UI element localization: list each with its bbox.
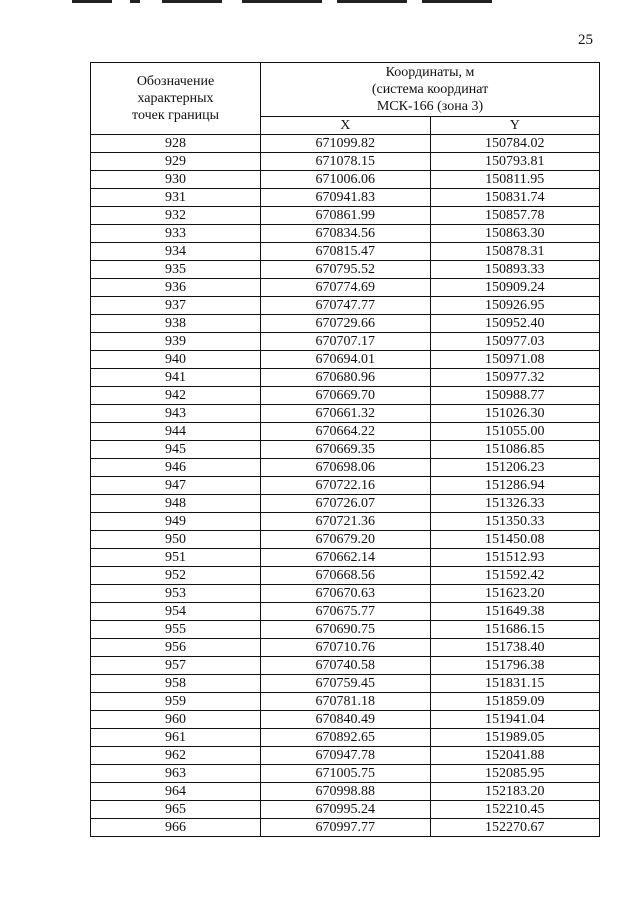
page-number: 25	[578, 32, 593, 48]
point-id-cell: 964	[91, 783, 261, 801]
y-coordinate-cell: 151623.20	[430, 585, 600, 603]
y-coordinate-cell: 152183.20	[430, 783, 600, 801]
table-row	[91, 711, 600, 729]
x-coordinate-cell: 671099.82	[261, 135, 431, 153]
y-coordinate-cell: 150952.40	[430, 315, 600, 333]
point-id-cell: 932	[91, 207, 261, 225]
y-coordinate-cell: 150857.78	[430, 207, 600, 225]
table-row	[91, 261, 600, 279]
table-row	[91, 351, 600, 369]
y-coordinate-cell: 151686.15	[430, 621, 600, 639]
point-id-cell: 965	[91, 801, 261, 819]
y-coordinate-cell: 151989.05	[430, 729, 600, 747]
y-coordinate-cell: 151286.94	[430, 477, 600, 495]
point-id-cell: 935	[91, 261, 261, 279]
x-coordinate-cell: 670698.06	[261, 459, 431, 477]
point-id-cell: 943	[91, 405, 261, 423]
x-coordinate-cell: 670815.47	[261, 243, 431, 261]
table-row	[91, 675, 600, 693]
table-row	[91, 567, 600, 585]
y-coordinate-cell: 151206.23	[430, 459, 600, 477]
y-coordinate-cell: 151512.93	[430, 549, 600, 567]
header-x: X	[261, 117, 431, 135]
table-row	[91, 441, 600, 459]
point-id-cell: 952	[91, 567, 261, 585]
x-coordinate-cell: 671006.06	[261, 171, 431, 189]
table-row	[91, 279, 600, 297]
table-row	[91, 729, 600, 747]
header-coords-line: (система координат	[371, 82, 489, 97]
header-coords-line: МСК-166 (зона 3)	[376, 99, 484, 114]
y-coordinate-cell: 151350.33	[430, 513, 600, 531]
point-id-cell: 959	[91, 693, 261, 711]
point-id-cell: 963	[91, 765, 261, 783]
point-id-cell: 962	[91, 747, 261, 765]
point-id-cell: 937	[91, 297, 261, 315]
x-coordinate-cell: 670721.36	[261, 513, 431, 531]
y-coordinate-cell: 150784.02	[430, 135, 600, 153]
y-coordinate-cell: 150977.32	[430, 369, 600, 387]
table-row	[91, 495, 600, 513]
table-row	[91, 405, 600, 423]
x-coordinate-cell: 670781.18	[261, 693, 431, 711]
x-coordinate-cell: 670669.70	[261, 387, 431, 405]
y-coordinate-cell: 150988.77	[430, 387, 600, 405]
y-coordinate-cell: 152041.88	[430, 747, 600, 765]
x-coordinate-cell: 670997.77	[261, 819, 431, 837]
x-coordinate-cell: 670834.56	[261, 225, 431, 243]
y-coordinate-cell: 150878.31	[430, 243, 600, 261]
x-coordinate-cell: 670774.69	[261, 279, 431, 297]
y-coordinate-cell: 150971.08	[430, 351, 600, 369]
x-coordinate-cell: 670679.20	[261, 531, 431, 549]
point-id-cell: 941	[91, 369, 261, 387]
point-id-cell: 950	[91, 531, 261, 549]
y-coordinate-cell: 151831.15	[430, 675, 600, 693]
header-y: Y	[430, 117, 600, 135]
point-id-cell: 933	[91, 225, 261, 243]
table-row	[91, 657, 600, 675]
y-coordinate-cell: 151796.38	[430, 657, 600, 675]
x-coordinate-cell: 670694.01	[261, 351, 431, 369]
y-coordinate-cell: 150793.81	[430, 153, 600, 171]
y-coordinate-cell: 152085.95	[430, 765, 600, 783]
x-coordinate-cell: 670690.75	[261, 621, 431, 639]
point-id-cell: 939	[91, 333, 261, 351]
y-coordinate-cell: 150831.74	[430, 189, 600, 207]
point-id-cell: 945	[91, 441, 261, 459]
x-coordinate-cell: 670941.83	[261, 189, 431, 207]
y-coordinate-cell: 151055.00	[430, 423, 600, 441]
x-coordinate-cell: 670795.52	[261, 261, 431, 279]
x-coordinate-cell: 670662.14	[261, 549, 431, 567]
header-point-designation	[91, 63, 261, 135]
x-coordinate-cell: 670669.35	[261, 441, 431, 459]
x-coordinate-cell: 670840.49	[261, 711, 431, 729]
x-coordinate-cell: 670670.63	[261, 585, 431, 603]
x-coordinate-cell: 670707.17	[261, 333, 431, 351]
table-row	[91, 477, 600, 495]
point-id-cell: 955	[91, 621, 261, 639]
table-row	[91, 189, 600, 207]
x-coordinate-cell: 670668.56	[261, 567, 431, 585]
y-coordinate-cell: 151026.30	[430, 405, 600, 423]
table-row	[91, 135, 600, 153]
table-row	[91, 207, 600, 225]
point-id-cell: 930	[91, 171, 261, 189]
table-row	[91, 459, 600, 477]
y-coordinate-cell: 151859.09	[430, 693, 600, 711]
y-coordinate-cell: 150863.30	[430, 225, 600, 243]
header-point-line: характерных	[137, 91, 214, 106]
table-row	[91, 621, 600, 639]
point-id-cell: 954	[91, 603, 261, 621]
x-coordinate-cell: 670664.22	[261, 423, 431, 441]
x-coordinate-cell: 670747.77	[261, 297, 431, 315]
table-row	[91, 693, 600, 711]
x-coordinate-cell: 670675.77	[261, 603, 431, 621]
table-row	[91, 387, 600, 405]
point-id-cell: 949	[91, 513, 261, 531]
point-id-cell: 936	[91, 279, 261, 297]
x-coordinate-cell: 670892.65	[261, 729, 431, 747]
x-coordinate-cell: 670726.07	[261, 495, 431, 513]
y-coordinate-cell: 151326.33	[430, 495, 600, 513]
point-id-cell: 946	[91, 459, 261, 477]
point-id-cell: 931	[91, 189, 261, 207]
x-coordinate-cell: 670661.32	[261, 405, 431, 423]
point-id-cell: 953	[91, 585, 261, 603]
point-id-cell: 928	[91, 135, 261, 153]
y-coordinate-cell: 152210.45	[430, 801, 600, 819]
y-coordinate-cell: 151941.04	[430, 711, 600, 729]
x-coordinate-cell: 670710.76	[261, 639, 431, 657]
x-coordinate-cell: 670759.45	[261, 675, 431, 693]
table-body	[91, 135, 600, 837]
x-coordinate-cell: 670729.66	[261, 315, 431, 333]
point-id-cell: 944	[91, 423, 261, 441]
table-row	[91, 765, 600, 783]
table-row	[91, 225, 600, 243]
header-coords-line: Координаты, м	[385, 65, 475, 80]
point-id-cell: 966	[91, 819, 261, 837]
x-coordinate-cell: 670998.88	[261, 783, 431, 801]
x-coordinate-cell: 670947.78	[261, 747, 431, 765]
y-coordinate-cell: 151649.38	[430, 603, 600, 621]
table-row	[91, 315, 600, 333]
table-row	[91, 585, 600, 603]
table-row	[91, 153, 600, 171]
point-id-cell: 958	[91, 675, 261, 693]
y-coordinate-cell: 151086.85	[430, 441, 600, 459]
x-coordinate-cell: 670722.16	[261, 477, 431, 495]
x-coordinate-cell: 671005.75	[261, 765, 431, 783]
point-id-cell: 951	[91, 549, 261, 567]
table-row	[91, 297, 600, 315]
y-coordinate-cell: 150977.03	[430, 333, 600, 351]
table-row	[91, 747, 600, 765]
y-coordinate-cell: 152270.67	[430, 819, 600, 837]
table-row	[91, 819, 600, 837]
header-point-line: Обозначение	[136, 74, 215, 89]
table-row	[91, 801, 600, 819]
point-id-cell: 947	[91, 477, 261, 495]
table-row	[91, 369, 600, 387]
table-row	[91, 603, 600, 621]
x-coordinate-cell: 671078.15	[261, 153, 431, 171]
table-row	[91, 243, 600, 261]
top-cut-off-text-artifact	[72, 0, 492, 4]
x-coordinate-cell: 670680.96	[261, 369, 431, 387]
point-id-cell: 948	[91, 495, 261, 513]
point-id-cell: 929	[91, 153, 261, 171]
y-coordinate-cell: 150811.95	[430, 171, 600, 189]
point-id-cell: 961	[91, 729, 261, 747]
table-row	[91, 333, 600, 351]
header-point-line: точек границы	[132, 108, 219, 123]
y-coordinate-cell: 150893.33	[430, 261, 600, 279]
y-coordinate-cell: 151450.08	[430, 531, 600, 549]
x-coordinate-cell: 670861.99	[261, 207, 431, 225]
point-id-cell: 957	[91, 657, 261, 675]
table-row	[91, 531, 600, 549]
header-coordinates	[261, 63, 600, 117]
point-id-cell: 938	[91, 315, 261, 333]
table-row	[91, 171, 600, 189]
x-coordinate-cell: 670995.24	[261, 801, 431, 819]
table-row	[91, 513, 600, 531]
table-row	[91, 783, 600, 801]
point-id-cell: 956	[91, 639, 261, 657]
y-coordinate-cell: 151592.42	[430, 567, 600, 585]
table-row	[91, 423, 600, 441]
y-coordinate-cell: 151738.40	[430, 639, 600, 657]
point-id-cell: 942	[91, 387, 261, 405]
x-coordinate-cell: 670740.58	[261, 657, 431, 675]
point-id-cell: 934	[91, 243, 261, 261]
y-coordinate-cell: 150926.95	[430, 297, 600, 315]
point-id-cell: 960	[91, 711, 261, 729]
table-row	[91, 549, 600, 567]
table-row	[91, 639, 600, 657]
coordinates-table	[90, 62, 600, 837]
point-id-cell: 940	[91, 351, 261, 369]
y-coordinate-cell: 150909.24	[430, 279, 600, 297]
